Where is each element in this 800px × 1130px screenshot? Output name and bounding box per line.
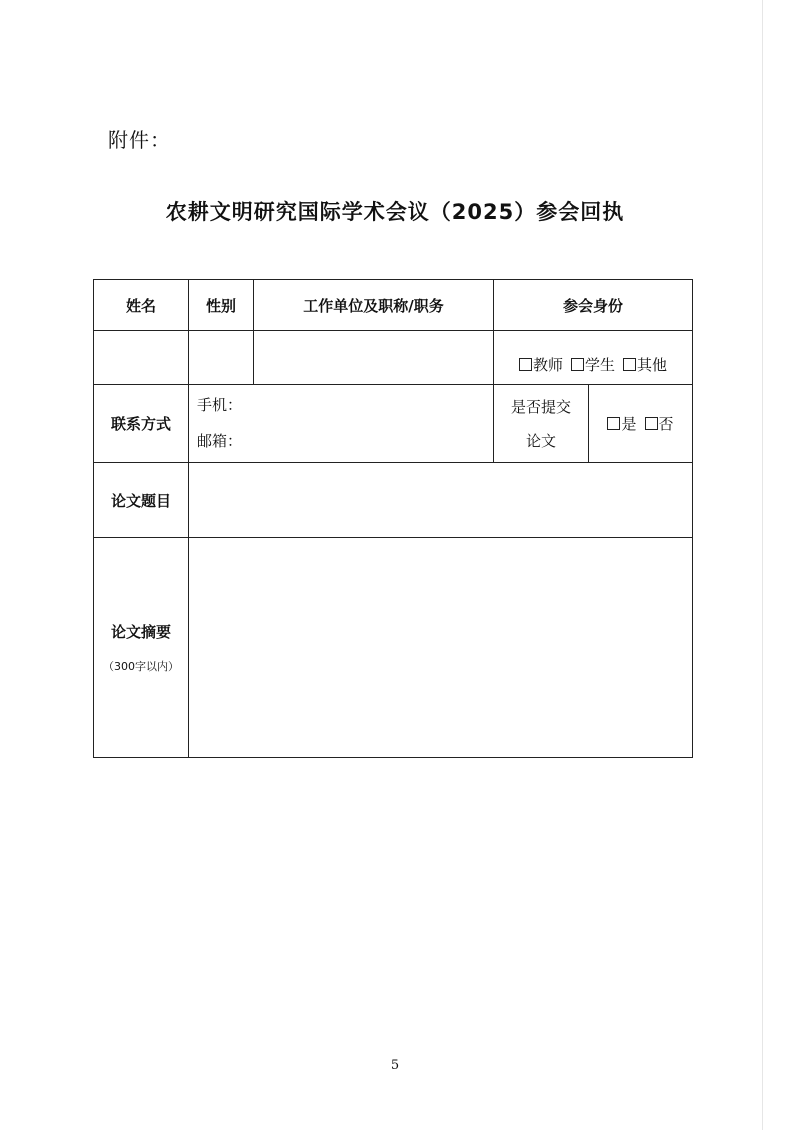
identity-option-label: 教师 xyxy=(532,356,563,374)
abstract-label: 论文摘要 xyxy=(110,623,171,641)
page-number: 5 xyxy=(390,1058,400,1073)
identity-header: 参会身份 xyxy=(494,280,693,331)
name-header: 姓名 xyxy=(94,280,189,331)
paper-title-field[interactable] xyxy=(189,463,693,538)
abstract-label-cell xyxy=(94,538,189,758)
contact-label: 联系方式 xyxy=(94,385,189,463)
affiliation-field[interactable] xyxy=(254,331,494,385)
checkbox-icon[interactable] xyxy=(519,358,532,371)
identity-option-other[interactable] xyxy=(623,356,667,374)
gender-header: 性别 xyxy=(189,280,254,331)
registration-form-table xyxy=(93,279,693,758)
identity-option-label: 学生 xyxy=(585,356,616,374)
submit-option-label: 是 xyxy=(621,415,637,433)
paper-title-row xyxy=(94,463,693,538)
identity-option-student[interactable] xyxy=(571,356,615,374)
identity-option-teacher[interactable] xyxy=(519,356,563,374)
email-label: 邮箱： xyxy=(197,432,243,450)
checkbox-icon[interactable] xyxy=(607,417,620,430)
submit-option-no[interactable] xyxy=(645,415,674,433)
submit-option-yes[interactable] xyxy=(607,415,636,433)
checkbox-icon[interactable] xyxy=(571,358,584,371)
submit-option-label: 否 xyxy=(658,415,674,433)
contact-row xyxy=(94,385,693,463)
abstract-field[interactable] xyxy=(189,538,693,758)
affiliation-header: 工作单位及职称/职务 xyxy=(254,280,494,331)
abstract-row xyxy=(94,538,693,758)
gender-field[interactable] xyxy=(189,331,254,385)
page-title: 农耕文明研究国际学术会议（2025）参会回执 xyxy=(165,200,625,224)
submit-paper-label-line2: 论文 xyxy=(525,431,556,450)
page-edge-line xyxy=(762,0,763,1130)
paper-title-label: 论文题目 xyxy=(94,463,189,538)
submit-paper-label xyxy=(494,385,589,463)
phone-label: 手机： xyxy=(197,396,243,414)
info-row xyxy=(94,331,693,385)
attachment-label: 附件： xyxy=(108,128,171,152)
name-field[interactable] xyxy=(94,331,189,385)
checkbox-icon[interactable] xyxy=(645,417,658,430)
identity-options xyxy=(494,331,693,385)
abstract-hint: （300字以内） xyxy=(103,660,179,673)
submit-paper-label-line1: 是否提交 xyxy=(510,397,571,416)
submit-paper-options xyxy=(589,385,693,463)
identity-option-label: 其他 xyxy=(637,356,668,374)
contact-fields[interactable] xyxy=(189,385,494,463)
checkbox-icon[interactable] xyxy=(623,358,636,371)
header-row xyxy=(94,280,693,331)
